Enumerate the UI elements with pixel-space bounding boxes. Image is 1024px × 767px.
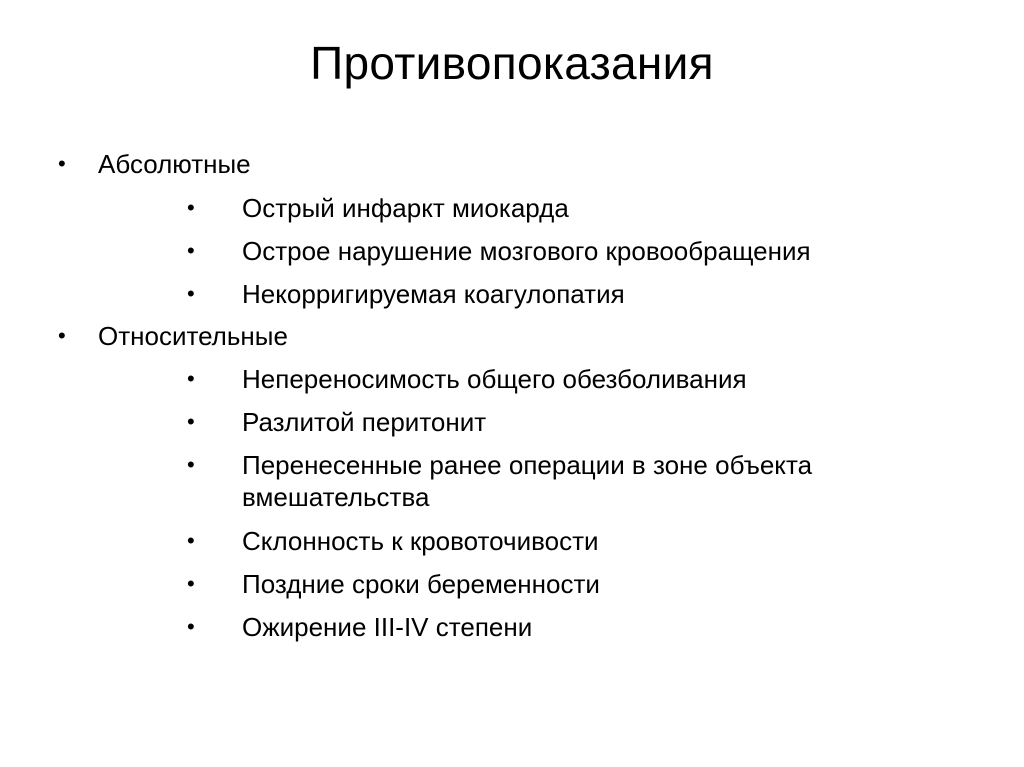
list-item [0,568,1024,600]
list-item-text: Перенесенные ранее операции в зоне объекта [242,450,813,480]
list-item [0,525,1024,557]
bullet-icon: • [187,238,195,263]
list-item [0,611,1024,643]
bullet-icon: • [187,281,195,306]
list-item [0,192,1024,224]
bullet-icon: • [187,366,195,391]
bullet-icon: • [187,452,195,477]
section-label: Относительные [98,321,288,351]
list-item-text: Непереносимость общего обезболивания [242,364,747,394]
bullet-icon: • [187,614,195,639]
list-item-text: вмешательства [242,482,430,512]
list-item [0,406,1024,438]
bullet-icon: • [187,571,195,596]
bullet-icon: • [187,195,195,220]
list-item-text: Разлитой перитонит [242,407,487,437]
list-item-continuation [0,481,1024,513]
list-item [0,363,1024,395]
bullet-icon: • [187,409,195,434]
section-absolute [0,148,1024,180]
section-label: Абсолютные [98,149,251,179]
bullet-icon: • [187,528,195,553]
bullet-icon: • [58,323,66,348]
list-item [0,449,1024,481]
list-item-text: Острый инфаркт миокарда [242,193,569,223]
list-item-text: Острое нарушение мозгового кровообращения [242,236,811,266]
slide-title: Противопоказания [310,37,714,89]
bullet-icon: • [58,151,66,176]
list-item-text: Ожирение III-IV степени [242,612,533,642]
list-item-text: Некорригируемая коагулопатия [242,279,625,309]
list-item [0,278,1024,310]
list-item-text: Склонность к кровоточивости [242,526,599,556]
section-relative [0,320,1024,352]
list-item [0,235,1024,267]
list-item-text: Поздние сроки беременности [242,569,600,599]
